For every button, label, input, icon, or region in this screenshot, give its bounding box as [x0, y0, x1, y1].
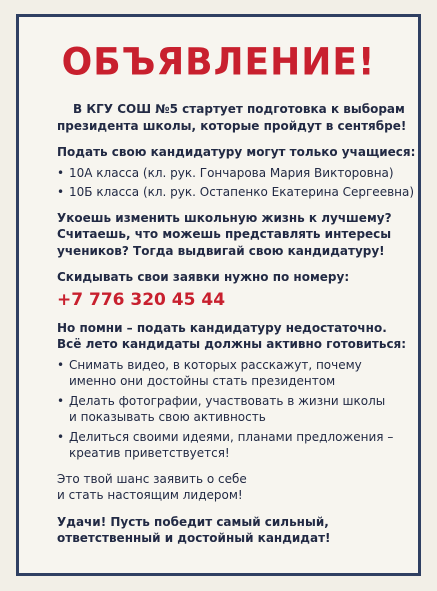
- task-list: [57, 357, 417, 462]
- announcement-poster: [16, 14, 421, 576]
- closing-paragraph: [57, 514, 417, 547]
- task-list-item: [57, 357, 417, 390]
- intro-line: В КГУ СОШ №5 стартует подготовка к выборам: [73, 102, 405, 116]
- task-line: креатив приветствуется!: [69, 446, 230, 460]
- chance-paragraph: [57, 471, 417, 504]
- class-name: 10Б класса (кл. рук. Остапенко Екатерина Сергеевна): [69, 185, 415, 199]
- contact-label: Скидывать свои заявки нужно по номеру:: [57, 270, 350, 284]
- task-line: именно они достойны стать президентом: [69, 374, 336, 388]
- class-list-item: [57, 165, 417, 182]
- eligibility-heading: Подать свою кандидатуру могут только учащиеся:: [57, 145, 416, 159]
- task-list-item: [57, 429, 417, 462]
- call-to-action-line: Считаешь, что можешь представлять интересы: [57, 227, 392, 241]
- reminder-line: Но помни – подать кандидатуру недостаточно.: [57, 320, 387, 335]
- poster-title: ОБЪЯВЛЕНИЕ!: [61, 40, 376, 84]
- closing-line: ответственный и достойный кандидат!: [57, 531, 331, 545]
- reminder-paragraph: [57, 320, 417, 353]
- call-to-action-line: Укоешь изменить школьную жизнь к лучшему?: [57, 210, 392, 225]
- poster-content: [57, 101, 417, 557]
- intro-line: президента школы, которые пройдут в сентябре!: [57, 118, 407, 133]
- chance-line: Это твой шанс заявить о себе: [57, 471, 247, 486]
- call-to-action: [57, 210, 417, 260]
- task-line: и показывать свою активность: [69, 410, 266, 424]
- task-line: • Делать фотографии, участвовать в жизни школы: [69, 393, 386, 408]
- class-list: [57, 165, 417, 201]
- intro-paragraph: [57, 101, 417, 134]
- task-list-item: [57, 393, 417, 426]
- class-name: 10А класса (кл. рук. Гончарова Мария Викторовна): [69, 165, 394, 180]
- task-line: • Снимать видео, в которых расскажут, почему: [69, 357, 362, 372]
- class-list-item: [57, 184, 417, 201]
- task-line: • Делиться своими идеями, планами предложения –: [69, 429, 394, 444]
- closing-line: Удачи! Пусть победит самый сильный,: [57, 514, 329, 529]
- chance-line: и стать настоящим лидером!: [57, 488, 243, 502]
- reminder-line: Всё лето кандидаты должны активно готовиться:: [57, 337, 407, 351]
- phone-number: +7 776 320 45 44: [57, 289, 226, 310]
- call-to-action-line: учеников? Тогда выдвигай свою кандидатуру!: [57, 243, 385, 258]
